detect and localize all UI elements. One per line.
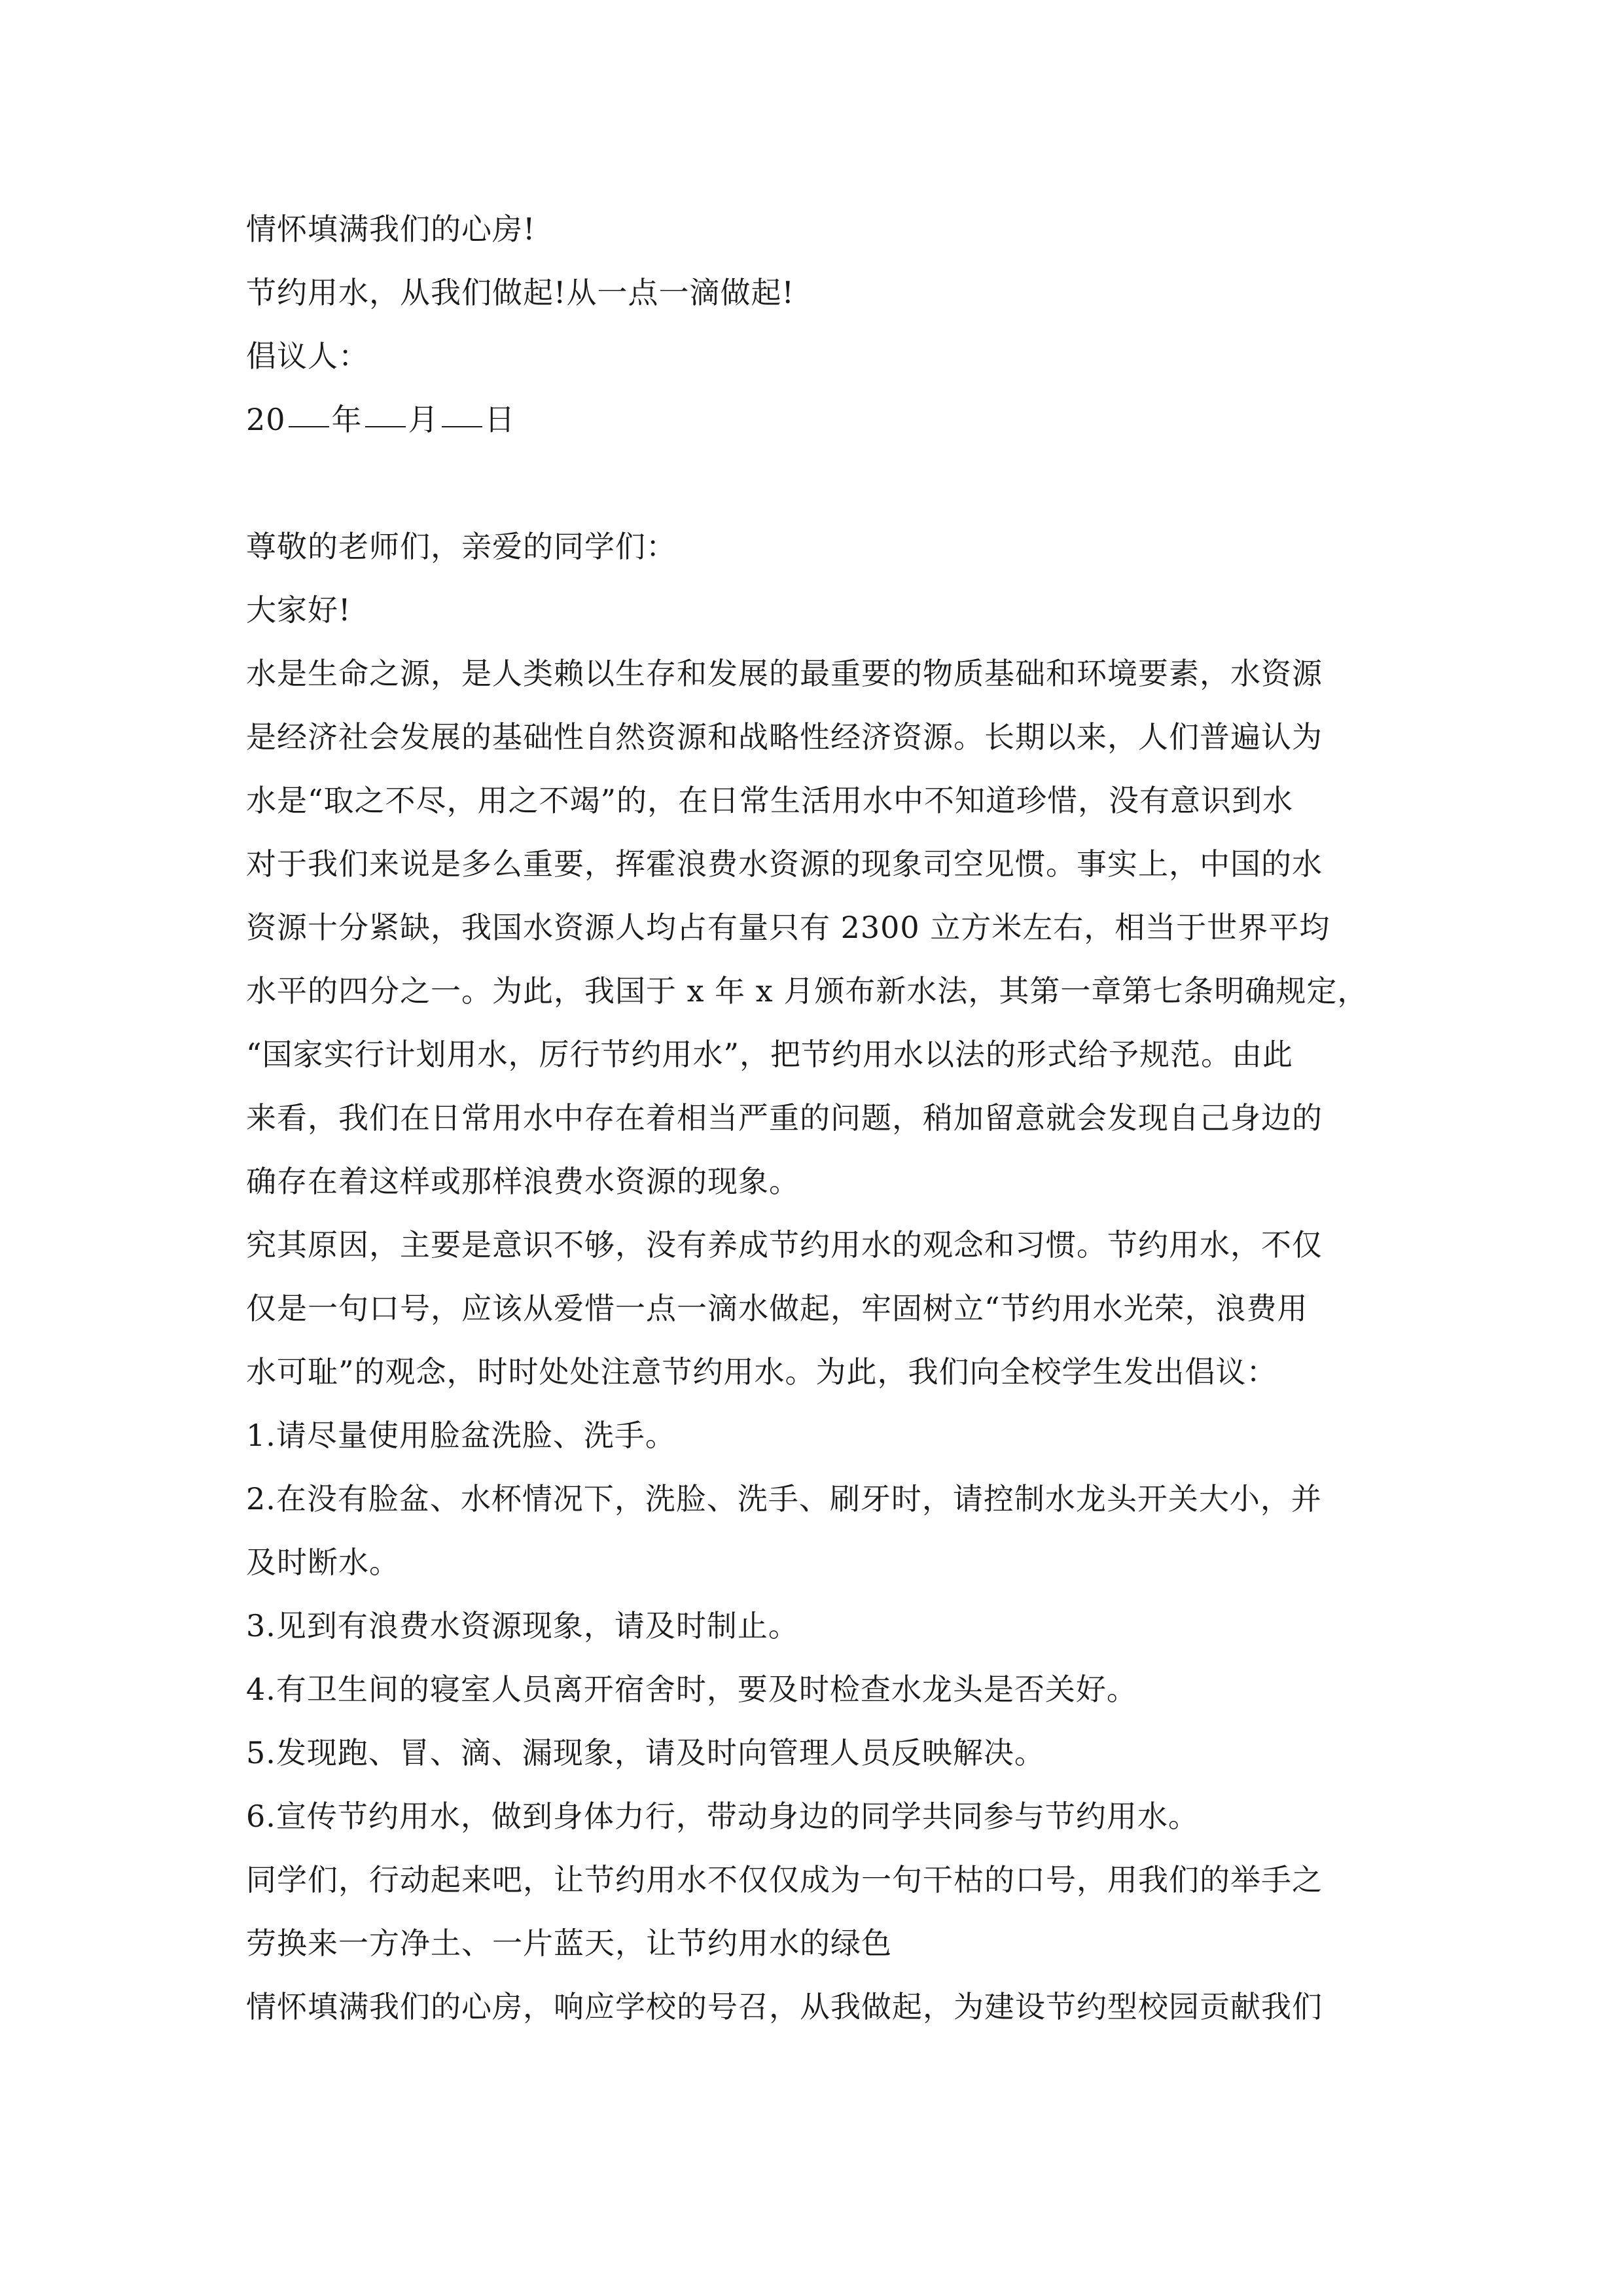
list-item xyxy=(246,1658,1378,1721)
date-month: 月 xyxy=(408,402,439,437)
date-day-blank xyxy=(442,400,482,427)
list-item-line: 及时断水。 xyxy=(246,1545,400,1580)
salutation: 尊敬的老师们，亲爱的同学们： xyxy=(246,529,677,564)
list-item-line: 5.发现跑、冒、滴、漏现象，请及时向管理人员反映解决。 xyxy=(246,1735,1045,1770)
list-item-line: 1.请尽量使用脸盆洗脸、洗手。 xyxy=(246,1418,676,1453)
paragraph-line: 仅是一句口号，应该从爱惜一点一滴水做起，牢固树立“节约用水光荣，浪费用 xyxy=(246,1291,1308,1326)
date-day: 日 xyxy=(484,402,516,437)
paragraph-line: 水可耻”的观念，时时处处注意节约用水。为此，我们向全校学生发出倡议： xyxy=(246,1354,1277,1390)
paragraph-1 xyxy=(246,642,1378,1213)
paragraph-line: “国家实行计划用水，厉行节约用水”，把节约用水以法的形式给予规范。由此 xyxy=(246,1037,1294,1072)
list-item xyxy=(246,1721,1378,1785)
paragraph-line: 来看，我们在日常用水中存在着相当严重的问题，稍加留意就会发现自己身边的 xyxy=(246,1100,1323,1136)
date-month-blank xyxy=(365,400,406,427)
list-item-line: 3.见到有浪费水资源现象，请及时制止。 xyxy=(246,1608,799,1643)
paragraph-line: 水是生命之源，是人类赖以生存和发展的最重要的物质基础和环境要素，水资源 xyxy=(246,656,1323,691)
list-item xyxy=(246,1594,1378,1658)
paragraph-line: 资源十分紧缺，我国水资源人均占有量只有 2300 立方米左右，相当于世界平均 xyxy=(246,910,1330,945)
document-body xyxy=(246,198,1378,2039)
text-line: 情怀填满我们的心房! xyxy=(246,211,536,247)
section-gap xyxy=(246,452,1378,515)
greeting: 大家好! xyxy=(246,592,351,628)
closing-paragraph xyxy=(246,1848,1378,2039)
closing-line: 劳换来一方净土、一片蓝天，让节约用水的绿色 xyxy=(246,1926,892,1961)
paragraph-line: 对于我们来说是多么重要，挥霍浪费水资源的现象司空见惯。事实上，中国的水 xyxy=(246,846,1323,882)
paragraph-2 xyxy=(246,1213,1378,1404)
closing-line: 情怀填满我们的心房，响应学校的号召，从我做起，为建设节约型校园贡献我们 xyxy=(246,1989,1323,2024)
signer-label: 倡议人： xyxy=(246,338,369,374)
date-line xyxy=(246,388,1378,452)
paragraph-line: 究其原因，主要是意识不够，没有养成节约用水的观念和习惯。节约用水，不仅 xyxy=(246,1227,1323,1263)
text-line: 节约用水，从我们做起!从一点一滴做起! xyxy=(246,275,794,310)
date-year-prefix: 20 xyxy=(246,402,286,437)
list-item xyxy=(246,1785,1378,1848)
list-item-line: 2.在没有脸盆、水杯情况下，洗脸、洗手、刷牙时，请控制水龙头开关大小，并 xyxy=(246,1481,1322,1516)
list-item-line: 6.宣传节约用水，做到身体力行，带动身边的同学共同参与节约用水。 xyxy=(246,1799,1199,1834)
proposal-list xyxy=(246,1404,1378,1848)
date-year-suffix: 年 xyxy=(331,402,363,437)
date-year-blank xyxy=(289,400,329,427)
paragraph-line: 水平的四分之一。为此，我国于 x 年 x 月颁布新水法，其第一章第七条明确规定， xyxy=(246,973,1368,1009)
paragraph-line: 水是“取之不尽，用之不竭”的，在日常生活用水中不知道珍惜，没有意识到水 xyxy=(246,783,1294,818)
paragraph-line: 是经济社会发展的基础性自然资源和战略性经济资源。长期以来，人们普遍认为 xyxy=(246,719,1323,755)
closing-line: 同学们，行动起来吧，让节约用水不仅仅成为一句干枯的口号，用我们的举手之 xyxy=(246,1862,1323,1897)
list-item-line: 4.有卫生间的寝室人员离开宿舍时，要及时检查水龙头是否关好。 xyxy=(246,1672,1137,1707)
paragraph-line: 确存在着这样或那样浪费水资源的现象。 xyxy=(246,1164,800,1199)
list-item xyxy=(246,1467,1378,1594)
list-item xyxy=(246,1404,1378,1467)
